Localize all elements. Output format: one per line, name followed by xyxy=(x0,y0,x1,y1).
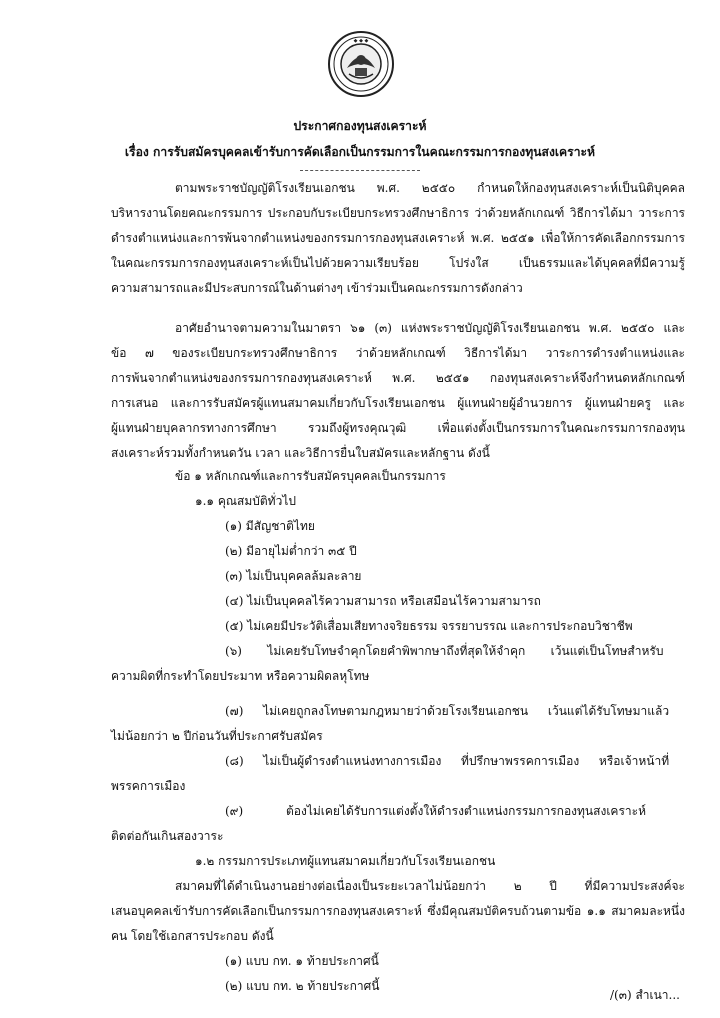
body-line: เสนอบุคคลเข้ารับการคัดเลือกเป็นกรรมการกองทุนสงเคราะห์ ซึ่งมีคุณสมบัติครบถ้วนตามข้อ ๑.๑ สมาคมละหนึ่ง xyxy=(111,904,685,918)
body-line: ดำรงตำแหน่งและการพ้นจากตำแหน่งของกรรมการกองทุนสงเคราะห์ พ.ศ. ๒๕๕๑ เพื่อให้การคัดเลือกกรรมการ xyxy=(111,231,685,245)
announcement-subject: เรื่อง การรับสมัครบุคคลเข้ารับการคัดเลือกเป็นกรรมการในคณะกรรมการกองทุนสงเคราะห์ xyxy=(124,144,596,159)
body-line: ความผิดที่กระทำโดยประมาท หรือความผิดลหุโทษ xyxy=(111,669,370,683)
body-line: การเสนอ และการรับสมัครผู้แทนสมาคมเกี่ยวกับโรงเรียนเอกชน ผู้แทนฝ่ายผู้อำนวยการ ผู้แทนฝ่ายครู และ xyxy=(111,396,685,410)
body-line: การพ้นจากตำแหน่งของกรรมการกองทุนสงเคราะห์ พ.ศ. ๒๕๕๑ กองทุนสงเคราะห์จึงกำหนดหลักเกณฑ์ xyxy=(111,371,685,385)
body-line: (๑) แบบ กท. ๑ ท้ายประกาศนี้ xyxy=(225,954,379,968)
body-line: ข้อ ๑ หลักเกณฑ์และการรับสมัครบุคคลเป็นกรรมการ xyxy=(175,469,446,483)
body-line: ตามพระราชบัญญัติโรงเรียนเอกชน พ.ศ. ๒๕๕๐ กำหนดให้กองทุนสงเคราะห์เป็นนิติบุคคล xyxy=(175,181,685,195)
body-line: คน โดยใช้เอกสารประกอบ ดังนี้ xyxy=(111,929,274,943)
body-line: (๒) แบบ กท. ๒ ท้ายประกาศนี้ xyxy=(225,979,380,993)
body-line: (๕) ไม่เคยมีประวัติเสื่อมเสียทางจริยธรรม จรรยาบรรณ และการประกอบวิชาชีพ xyxy=(225,619,633,633)
body-line: (๓) ไม่เป็นบุคคลล้มละลาย xyxy=(225,569,362,583)
body-line: ผู้แทนฝ่ายบุคลากรทางการศึกษา รวมถึงผู้ทรงคุณวุฒิ เพื่อแต่งตั้งเป็นกรรมการในคณะกรรมการกองทุน xyxy=(111,421,685,435)
body-line: สมาคมที่ได้ดำเนินงานอย่างต่อเนื่องเป็นระยะเวลาไม่น้อยกว่า ๒ ปี ที่มีความประสงค์จะ xyxy=(175,879,685,893)
announcement-title: ประกาศกองทุนสงเคราะห์ xyxy=(293,118,427,133)
body-line: ติดต่อกันเกินสองวาระ xyxy=(111,829,224,843)
body-line: ๑.๑ คุณสมบัติทั่วไป xyxy=(195,494,296,508)
body-line: (๑) มีสัญชาติไทย xyxy=(225,519,315,533)
body-line: (๖) ไม่เคยรับโทษจำคุกโดยคำพิพากษาถึงที่สุดให้จำคุก เว้นแต่เป็นโทษสำหรับ xyxy=(225,644,664,658)
body-line: (๔) ไม่เป็นบุคคลไร้ความสามารถ หรือเสมือนไร้ความสามารถ xyxy=(225,594,541,608)
body-line: ในคณะกรรมการกองทุนสงเคราะห์เป็นไปด้วยความเรียบร้อย โปร่งใส เป็นธรรมและได้บุคคลที่มีความรู้ xyxy=(111,256,685,270)
body-line: (๗) ไม่เคยถูกลงโทษตามกฎหมายว่าด้วยโรงเรียนเอกชน เว้นแต่ได้รับโทษมาแล้ว xyxy=(225,704,670,718)
fund-seal-logo xyxy=(327,30,395,98)
body-line: ข้อ ๗ ของระเบียบกระทรวงศึกษาธิการ ว่าด้วยหลักเกณฑ์ วิธีการได้มา วาระการดำรงตำแหน่งและ xyxy=(111,346,685,360)
body-line: สงเคราะห์รวมทั้งกำหนดวัน เวลา และวิธีการยื่นใบสมัครและหลักฐาน ดังนี้ xyxy=(111,446,490,460)
body-line: พรรคการเมือง xyxy=(111,779,186,793)
body-line: (๙) ต้องไม่เคยได้รับการแต่งตั้งให้ดำรงตำแหน่งกรรมการกองทุนสงเคราะห์ xyxy=(225,804,646,818)
body-line: อาศัยอำนาจตามความในมาตรา ๖๑ (๓) แห่งพระราชบัญญัติโรงเรียนเอกชน พ.ศ. ๒๕๕๐ และ xyxy=(175,321,685,335)
body-line: ไม่น้อยกว่า ๒ ปีก่อนวันที่ประกาศรับสมัคร xyxy=(111,729,323,743)
title-divider xyxy=(300,170,420,171)
svg-text:◆ ◆ ◆: ◆ ◆ ◆ xyxy=(353,38,369,44)
body-line: บริหารงานโดยคณะกรรมการ ประกอบกับระเบียบกระทรวงศึกษาธิการ ว่าด้วยหลักเกณฑ์ วิธีการได้มา วาระการ xyxy=(111,206,685,220)
body-line: (๒) มีอายุไม่ต่ำกว่า ๓๕ ปี xyxy=(225,544,357,558)
body-line: ความสามารถและมีประสบการณ์ในด้านต่างๆ เข้าร่วมเป็นคณะกรรมการดังกล่าว xyxy=(111,281,523,295)
continued-footer: /(๓) สำเนา... xyxy=(610,988,680,1002)
body-line: ๑.๒ กรรมการประเภทผู้แทนสมาคมเกี่ยวกับโรงเรียนเอกชน xyxy=(195,854,496,868)
body-line: (๘) ไม่เป็นผู้ดำรงตำแหน่งทางการเมือง ที่ปรึกษาพรรคการเมือง หรือเจ้าหน้าที่ xyxy=(225,754,670,768)
